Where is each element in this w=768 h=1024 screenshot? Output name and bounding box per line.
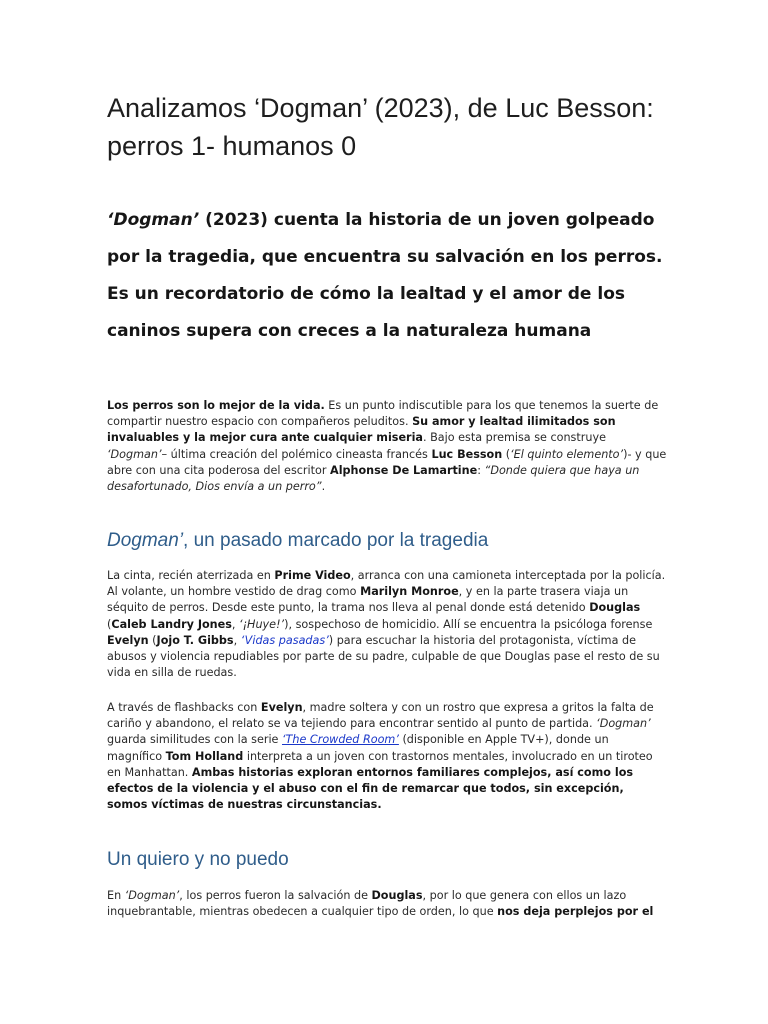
paragraph-text: ) para escuchar la historia del protagonista, víctima de abusos y violencia repudiables por parte de su padre, culpable de que Douglas pase el resto de su vida en silla de ruedas. <box>107 633 660 680</box>
paragraph-text: ( <box>107 617 112 631</box>
paragraph-text: , los perros fueron la salvación de <box>179 889 372 902</box>
paragraph-dogs <box>107 888 667 920</box>
intro-text: Es un punto indiscutible para los que tenemos la suerte de compartir nuestro espacio con compañeros peluditos. <box>107 399 659 429</box>
series-link[interactable]: ‘The Crowded Room’ <box>282 733 399 747</box>
paragraph-plot <box>107 568 667 681</box>
paragraph-text: , <box>231 617 240 631</box>
writer-name: Alphonse De Lamartine <box>330 463 478 477</box>
intro-text: . <box>321 480 326 494</box>
section-heading-tragedy <box>107 528 667 554</box>
film-title: ‘Dogman’ <box>596 717 651 731</box>
paragraph-bold: nos deja perplejos por el <box>497 905 654 919</box>
intro-text: ( <box>502 447 511 461</box>
paragraph-text: guarda similitudes con la serie <box>107 733 282 747</box>
platform-name: Prime Video <box>274 569 351 582</box>
paragraph-comparison <box>107 700 667 813</box>
intro-text: – última creación del polémico cineasta francés <box>161 447 432 461</box>
intro-bold-1: Los perros son lo mejor de la vida. <box>107 399 325 412</box>
intro-text: : <box>477 463 485 477</box>
paragraph-text: La cinta, recién aterrizada en <box>107 569 275 582</box>
character-name: Evelyn <box>260 701 303 714</box>
character-name: Douglas <box>371 889 423 902</box>
film-reference: ‘¡Huye!’ <box>239 617 285 631</box>
paragraph-text: , y en la parte trasera viaja un séquito de perros. Desde este punto, la trama nos lleva al penal donde está detenido <box>107 585 629 615</box>
paragraph-text: ), sospechoso de homicidio. Allí se encuentra la psicóloga forense <box>284 617 653 631</box>
paragraph-text: , arranca con una camioneta interceptada por la policía. Al volante, un hombre vestido de drag como <box>107 569 666 599</box>
paragraph-text: (disponible en Apple TV+), donde un magnífico <box>107 733 609 763</box>
paragraph-text: En <box>107 889 125 902</box>
section-heading-text: , un pasado marcado por la tragedia <box>183 530 489 551</box>
lead-film-title: ‘Dogman’ <box>107 210 200 230</box>
character-reference: Marilyn Monroe <box>360 585 459 599</box>
article-lead <box>107 202 667 350</box>
intro-text: . Bajo esta premisa se construye <box>422 431 606 445</box>
director-name: Luc Besson <box>431 447 503 461</box>
paragraph-text: ( <box>148 633 157 647</box>
lead-text: (2023) cuenta la historia de un joven golpeado por la tragedia, que encuentra su salvación en los perros. Es un recordatorio de cómo la lealtad y el amor de los caninos supera con creces a la naturaleza humana <box>107 210 663 341</box>
actor-name: Caleb Landry Jones <box>111 617 232 631</box>
character-name: Evelyn <box>107 633 149 647</box>
actor-name: Jojo T. Gibbs <box>156 633 234 647</box>
paragraph-text: A través de flashbacks con <box>107 701 261 714</box>
paragraph-bold-conclusion: Ambas historias exploran entornos familiares complejos, así como los efectos de la violencia y el abuso con el fin de remarcar que todos, sin excepción, somos víctimas de nuestras circunstancias. <box>107 765 634 812</box>
actor-name: Tom Holland <box>165 749 244 763</box>
paragraph-text: , <box>233 633 241 647</box>
intro-film-title: ‘Dogman’ <box>107 447 162 461</box>
film-title: ‘Dogman’ <box>124 889 180 902</box>
character-name: Douglas <box>589 601 641 615</box>
section-heading-quiero: Un quiero y no puedo <box>107 849 289 870</box>
film-reference: ‘El quinto elemento’ <box>510 447 624 461</box>
paragraph-text: , por lo que genera con ellos un lazo inquebrantable, mientras obedecen a cualquier tipo de orden, lo que <box>107 889 627 919</box>
intro-text: )- y que abre con una cita poderosa del escritor <box>107 447 667 477</box>
quote: “Donde quiera que haya un desafortunado, Dios envía a un perro” <box>107 463 640 494</box>
intro-bold-2: Su amor y lealtad ilimitados son invaluables y la mejor cura ante cualquier miseria <box>107 415 616 445</box>
paragraph-text: interpreta a un joven con trastornos mentales, involucrado en un tiroteo en Manhattan. <box>107 749 653 779</box>
intro-paragraph <box>107 398 667 495</box>
section-heading-em: Dogman’ <box>107 530 184 551</box>
paragraph-text: , madre soltera y con un rostro que expresa a gritos la falta de cariño y abandono, el relato se va tejiendo para encontrar sentido al punto de partida. <box>107 701 654 731</box>
article-title: Analizamos ‘Dogman’ (2023), de Luc Besson: perros 1- humanos 0 <box>107 93 654 161</box>
film-reference-link[interactable]: ‘Vidas pasadas’ <box>240 633 329 647</box>
